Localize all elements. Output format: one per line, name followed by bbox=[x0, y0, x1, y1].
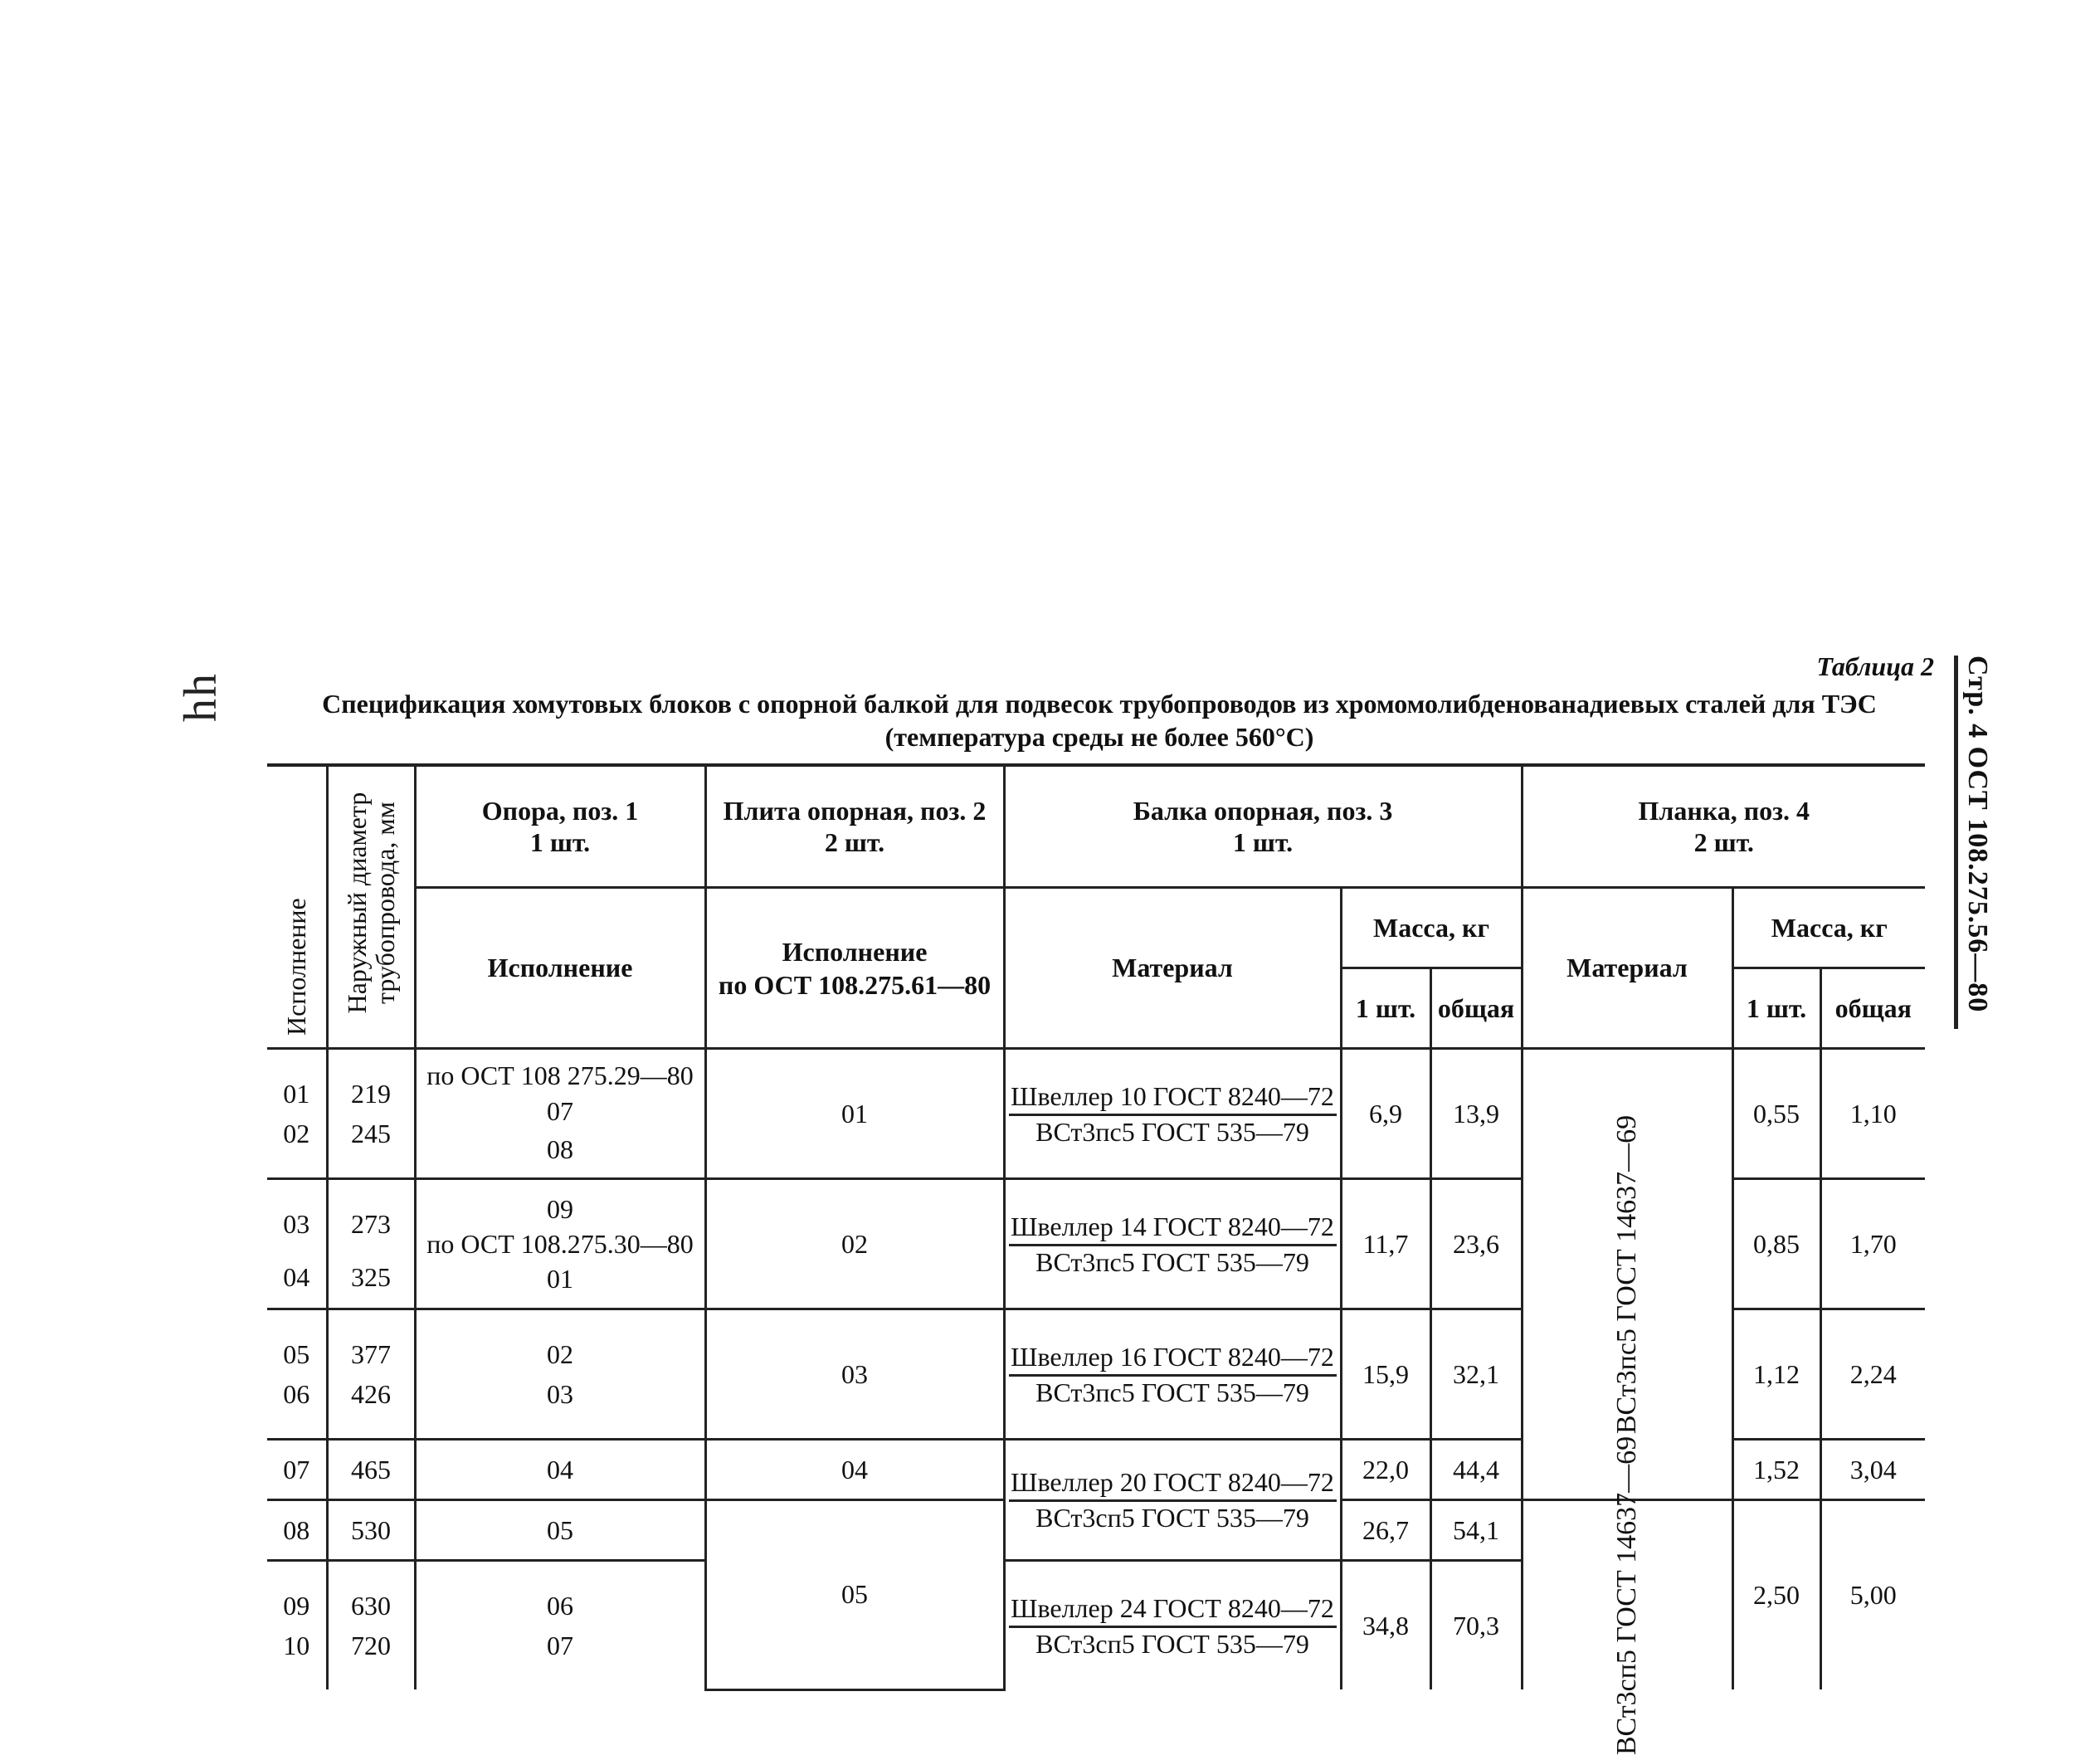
cell-opora bbox=[415, 1179, 705, 1309]
opora-value: 01 bbox=[547, 1264, 573, 1294]
row-diameter: 377 bbox=[351, 1339, 391, 1369]
opora-value: 06 bbox=[547, 1591, 573, 1621]
cell-ispolnenie bbox=[267, 1049, 327, 1179]
cell-balka-material bbox=[1004, 1561, 1341, 1690]
cell-opora bbox=[415, 1561, 705, 1690]
cell-diameter bbox=[327, 1309, 415, 1440]
row-code: 09 bbox=[283, 1591, 310, 1621]
cell-ispolnenie: 07 bbox=[267, 1440, 327, 1500]
cell-diameter bbox=[327, 1561, 415, 1690]
row-code: 03 bbox=[283, 1209, 310, 1239]
cell-planka-one: 2,50 bbox=[1732, 1500, 1820, 1690]
header-balka bbox=[1004, 765, 1522, 888]
cell-opora bbox=[415, 1309, 705, 1440]
balka-profile: Швеллер 10 ГОСТ 8240—72 bbox=[1011, 1080, 1334, 1111]
balka-profile: Швеллер 14 ГОСТ 8240—72 bbox=[1011, 1211, 1334, 1241]
cell-plita: 02 bbox=[705, 1179, 1004, 1309]
cell-planka-total: 1,10 bbox=[1820, 1049, 1925, 1179]
cell-planka-one: 0,85 bbox=[1732, 1179, 1820, 1309]
cell-balka-one: 26,7 bbox=[1341, 1500, 1430, 1561]
header-plita-qty: 2 шт. bbox=[824, 827, 885, 857]
cell-balka-one: 15,9 bbox=[1341, 1309, 1430, 1440]
row-code: 01 bbox=[283, 1079, 310, 1109]
cell-diameter: 530 bbox=[327, 1500, 415, 1561]
header-balka-qty: 1 шт. bbox=[1232, 827, 1294, 857]
opora-value: 07 bbox=[547, 1631, 573, 1660]
header-one: 1 шт. bbox=[1341, 968, 1430, 1049]
row-diameter: 219 bbox=[351, 1079, 391, 1109]
table-caption: Спецификация хомутовых блоков с опорной балкой для подвесок трубопроводов из хромомолибденованадиевых сталей для ТЭС (температура среды не более 560°С) bbox=[322, 689, 1877, 752]
balka-steel: ВСт3сп5 ГОСТ 535—79 bbox=[1009, 1499, 1337, 1532]
cell-balka-one: 6,9 bbox=[1341, 1049, 1430, 1179]
header-total: общая bbox=[1430, 968, 1522, 1049]
opora-value: 07 bbox=[547, 1096, 573, 1126]
header-opora bbox=[415, 765, 705, 888]
header-planka-text: Планка, поз. 4 bbox=[1638, 796, 1810, 826]
header-diameter bbox=[327, 765, 415, 1049]
row-code: 04 bbox=[283, 1262, 310, 1292]
opora-value: 08 bbox=[547, 1134, 573, 1164]
cell-balka-total: 70,3 bbox=[1430, 1561, 1522, 1690]
table-row bbox=[267, 1049, 1925, 1179]
opora-note: по ОСТ 108.275.30—80 bbox=[426, 1229, 694, 1259]
cell-ispolnenie bbox=[267, 1179, 327, 1309]
cell-diameter bbox=[327, 1049, 415, 1179]
cell-balka-one: 11,7 bbox=[1341, 1179, 1430, 1309]
table-label: Таблица 2 bbox=[1816, 651, 1934, 681]
margin-mark: hh bbox=[175, 672, 227, 722]
cell-plita: 04 bbox=[705, 1440, 1004, 1500]
cell-balka-material bbox=[1004, 1440, 1341, 1561]
cell-balka-total: 32,1 bbox=[1430, 1309, 1522, 1440]
header-massa-2: Масса, кг bbox=[1732, 888, 1925, 968]
side-running-title bbox=[1954, 656, 2003, 1029]
balka-steel: ВСт3пс5 ГОСТ 535—79 bbox=[1009, 1374, 1337, 1406]
header-sub-ispolnenie-ost-text: Исполнение bbox=[782, 936, 928, 967]
cell-planka-material-b bbox=[1522, 1436, 1732, 1755]
cell-ispolnenie: 08 bbox=[267, 1500, 327, 1561]
header-ispolnenie-text: Исполнение bbox=[281, 898, 312, 1036]
cell-opora bbox=[415, 1049, 705, 1179]
cell-planka-total: 1,70 bbox=[1820, 1179, 1925, 1309]
balka-profile: Швеллер 16 ГОСТ 8240—72 bbox=[1011, 1341, 1334, 1372]
balka-profile: Швеллер 24 ГОСТ 8240—72 bbox=[1011, 1592, 1334, 1623]
row-code: 10 bbox=[283, 1631, 310, 1660]
header-material: Материал bbox=[1004, 888, 1341, 1049]
cell-balka-material bbox=[1004, 1309, 1341, 1440]
cell-balka-total: 13,9 bbox=[1430, 1049, 1522, 1179]
cell-balka-one: 34,8 bbox=[1341, 1561, 1430, 1690]
row-diameter: 273 bbox=[351, 1209, 391, 1239]
specification-table bbox=[267, 763, 1925, 1755]
cell-balka-total: 54,1 bbox=[1430, 1500, 1522, 1561]
header-opora-text: Опора, поз. 1 bbox=[481, 796, 639, 826]
cell-balka-total: 23,6 bbox=[1430, 1179, 1522, 1309]
cell-opora: 05 bbox=[415, 1500, 705, 1561]
row-diameter: 720 bbox=[351, 1631, 391, 1660]
cell-plita: 03 bbox=[705, 1309, 1004, 1440]
header-ispolnenie bbox=[267, 765, 327, 1049]
balka-profile: Швеллер 20 ГОСТ 8240—72 bbox=[1011, 1467, 1334, 1497]
cell-balka-one: 22,0 bbox=[1341, 1440, 1430, 1500]
cell-balka-material bbox=[1004, 1179, 1341, 1309]
row-diameter: 630 bbox=[351, 1591, 391, 1621]
balka-steel: ВСт3пс5 ГОСТ 535—79 bbox=[1009, 1114, 1337, 1146]
header-sub-ost-text: по ОСТ 108.275.61—80 bbox=[718, 969, 992, 1000]
cell-ispolnenie bbox=[267, 1561, 327, 1690]
balka-steel: ВСт3пс5 ГОСТ 535—79 bbox=[1009, 1244, 1337, 1276]
cell-ispolnenie bbox=[267, 1309, 327, 1440]
cell-diameter: 465 bbox=[327, 1440, 415, 1500]
header-sub-ispolnenie: Исполнение bbox=[415, 888, 705, 1049]
header-planka-qty: 2 шт. bbox=[1693, 827, 1754, 857]
opora-value: 03 bbox=[547, 1379, 573, 1409]
row-diameter: 245 bbox=[351, 1119, 391, 1148]
row-code: 02 bbox=[283, 1119, 310, 1148]
header-total-2: общая bbox=[1820, 968, 1925, 1049]
cell-balka-material bbox=[1004, 1049, 1341, 1179]
header-diameter-text: Наружный диаметр трубопровода, мм bbox=[342, 792, 400, 1014]
header-massa: Масса, кг bbox=[1341, 888, 1522, 968]
opora-note: по ОСТ 108 275.29—80 bbox=[426, 1060, 694, 1090]
header-plita-text: Плита опорная, поз. 2 bbox=[723, 796, 987, 826]
cell-planka-one: 1,12 bbox=[1732, 1309, 1820, 1440]
planka-material-b-text: ВСт3сп5 ГОСТ 14637—69 bbox=[1611, 1436, 1642, 1755]
cell-plita: 05 bbox=[705, 1500, 1004, 1690]
cell-plita: 01 bbox=[705, 1049, 1004, 1179]
opora-value: 09 bbox=[547, 1194, 573, 1224]
cell-balka-total: 44,4 bbox=[1430, 1440, 1522, 1500]
header-plita bbox=[705, 765, 1004, 888]
cell-planka-total: 5,00 bbox=[1820, 1500, 1925, 1690]
header-material-2: Материал bbox=[1522, 888, 1732, 1049]
row-code: 06 bbox=[283, 1379, 310, 1409]
header-planka bbox=[1522, 765, 1925, 888]
header-one-2: 1 шт. bbox=[1732, 968, 1820, 1049]
header-opora-qty: 1 шт. bbox=[529, 827, 591, 857]
cell-planka-material-a bbox=[1522, 1049, 1732, 1500]
cell-planka-total: 2,24 bbox=[1820, 1309, 1925, 1440]
header-balka-text: Балка опорная, поз. 3 bbox=[1133, 796, 1393, 826]
row-code: 05 bbox=[283, 1339, 310, 1369]
cell-planka-one: 0,55 bbox=[1732, 1049, 1820, 1179]
cell-planka-total: 3,04 bbox=[1820, 1440, 1925, 1500]
cell-opora: 04 bbox=[415, 1440, 705, 1500]
side-title-text: Стр. 4 ОСТ 108.275.56—80 bbox=[1962, 656, 1993, 1013]
cell-planka-one: 1,52 bbox=[1732, 1440, 1820, 1500]
balka-steel: ВСт3сп5 ГОСТ 535—79 bbox=[1009, 1626, 1337, 1658]
planka-material-a-text: ВСт3пс5 ГОСТ 14637—69 bbox=[1611, 1114, 1642, 1434]
header-sub-ispolnenie-ost bbox=[705, 888, 1004, 1049]
row-diameter: 325 bbox=[351, 1262, 391, 1292]
row-diameter: 426 bbox=[351, 1379, 391, 1409]
cell-diameter bbox=[327, 1179, 415, 1309]
opora-value: 02 bbox=[547, 1339, 573, 1369]
